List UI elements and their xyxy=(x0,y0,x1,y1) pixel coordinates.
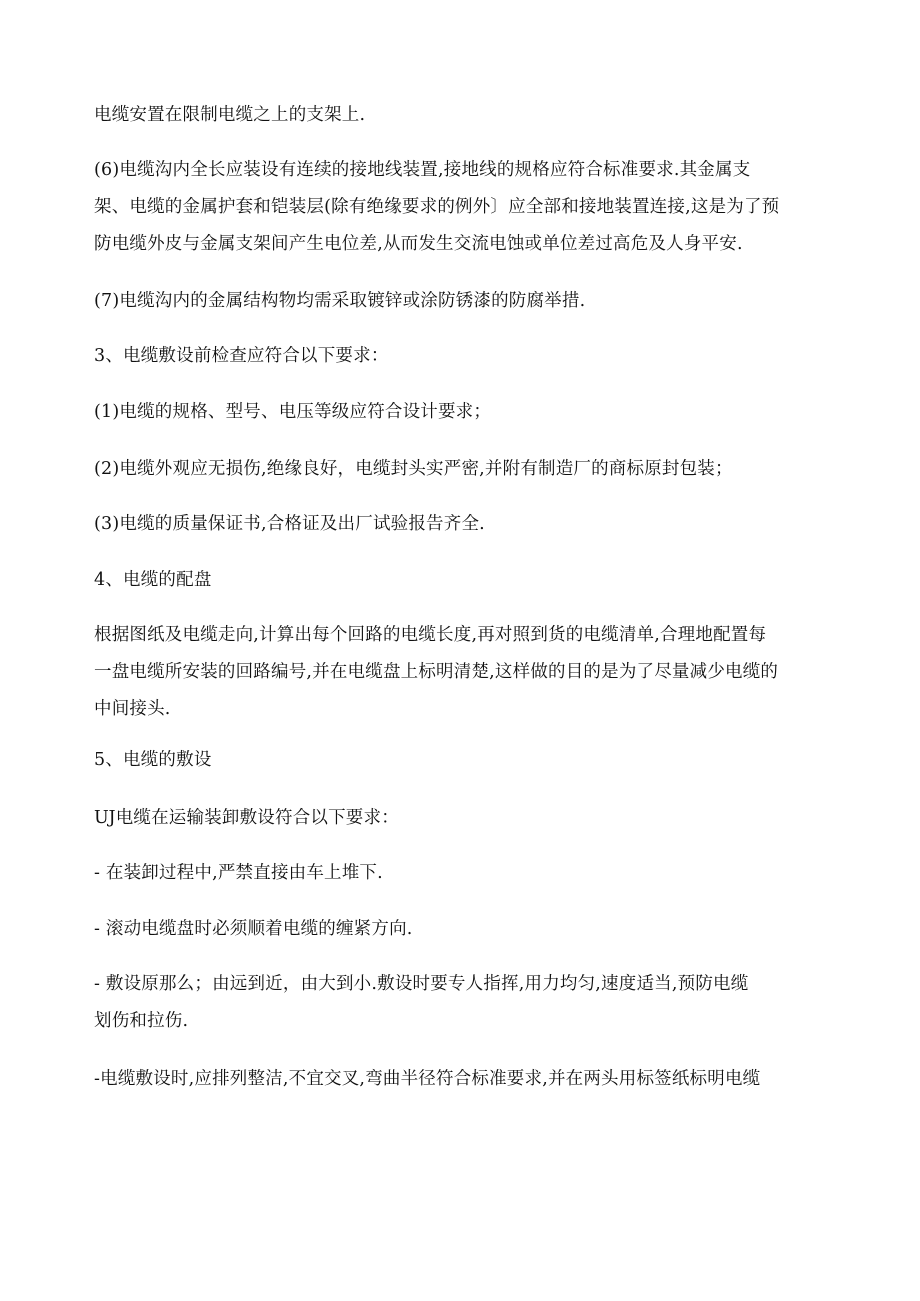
text-line: (6)电缆沟内全长应装设有连续的接地线装置,接地线的规格应符合标准要求.其金属支 xyxy=(94,160,751,180)
text-line: 5、电缆的敷设 xyxy=(94,750,212,770)
paragraph-uj-requirements xyxy=(94,800,828,837)
list-item-laying-principle xyxy=(94,966,828,1040)
paragraph-item-3-certificate xyxy=(94,506,828,543)
paragraph-item-1-spec xyxy=(94,394,828,431)
paragraph-item-7-anticorrosion xyxy=(94,283,828,320)
text-line: 中间接头. xyxy=(94,699,171,719)
text-line: (7)电缆沟内的金属结构物均需采取镀锌或涂防锈漆的防腐举措. xyxy=(94,291,586,311)
text-line: - 在装卸过程中,严禁直接由车上堆下. xyxy=(94,863,383,883)
list-item-rolling xyxy=(94,911,828,948)
section-heading-4 xyxy=(94,562,828,599)
paragraph-item-2-appearance xyxy=(94,451,828,488)
text-line: - 敷设原那么；由远到近，由大到小.敷设时要专人指挥,用力均匀,速度适当,预防电缆 xyxy=(94,974,749,994)
text-line: (3)电缆的质量保证书,合格证及出厂试验报告齐全. xyxy=(94,514,485,534)
text-line: 划伤和拉伤. xyxy=(94,1011,189,1031)
text-line: - 滚动电缆盘时必须顺着电缆的缠紧方向. xyxy=(94,919,413,939)
text-line: 4、电缆的配盘 xyxy=(94,570,212,590)
text-line: 架、电缆的金属护套和铠装层(除有绝缘要求的例外〕应全部和接地装置连接,这是为了预 xyxy=(94,197,780,217)
text-line: 根据图纸及电缆走向,计算出每个回路的电缆长度,再对照到货的电缆清单,合理地配置每 xyxy=(94,625,767,645)
text-line: UJ电缆在运输装卸敷设符合以下要求： xyxy=(94,808,399,828)
paragraph-cable-bracket xyxy=(94,97,828,134)
paragraph-cable-allocation xyxy=(94,617,828,728)
section-heading-5 xyxy=(94,742,828,779)
text-line: (2)电缆外观应无损伤,绝缘良好，电缆封头实严密,并附有制造厂的商标原封包装； xyxy=(94,459,733,479)
list-item-loading xyxy=(94,855,828,892)
text-line: (1)电缆的规格、型号、电压等级应符合设计要求； xyxy=(94,402,492,422)
text-line: 3、电缆敷设前检查应符合以下要求： xyxy=(94,346,389,366)
section-heading-3 xyxy=(94,338,828,375)
text-line: 电缆安置在限制电缆之上的支架上. xyxy=(94,105,366,125)
list-item-arrangement xyxy=(94,1061,828,1098)
text-line: 防电缆外皮与金属支架间产生电位差,从而发生交流电蚀或单位差过高危及人身平安. xyxy=(94,234,743,254)
text-line: -电缆敷设时,应排列整洁,不宜交叉,弯曲半径符合标准要求,并在两头用标签纸标明电缆 xyxy=(94,1069,761,1089)
paragraph-item-6-grounding xyxy=(94,152,828,263)
text-line: 一盘电缆所安装的回路编号,并在电缆盘上标明清楚,这样做的目的是为了尽量减少电缆的 xyxy=(94,662,779,682)
